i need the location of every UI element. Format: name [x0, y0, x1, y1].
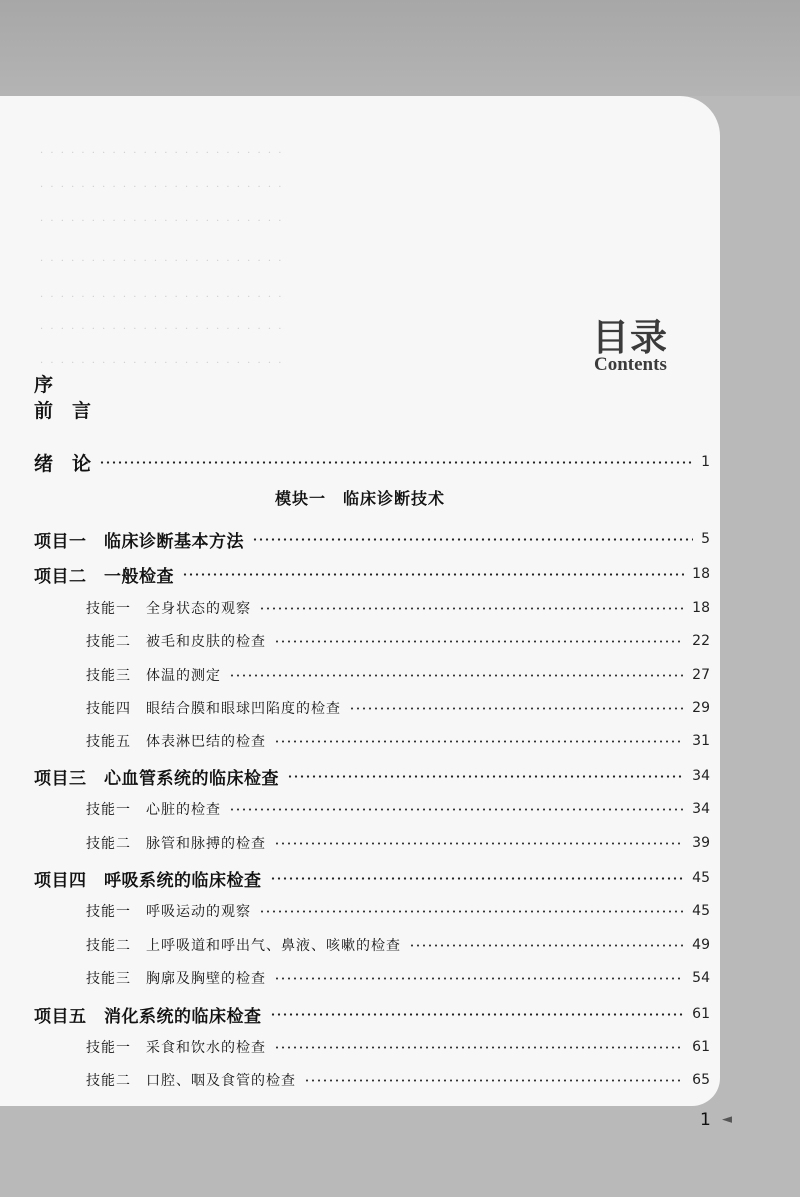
toc-entry-page: 39	[692, 835, 710, 851]
preface-qianyan: 前 言	[34, 400, 92, 422]
toc-entry-page: 31	[692, 733, 710, 749]
dot-leader	[304, 1079, 684, 1082]
preface-xu: 序	[34, 374, 54, 396]
toc-entry-page: 27	[692, 667, 710, 683]
toc-entry-label: 技能四 眼结合膜和眼球凹陷度的检查	[86, 701, 341, 717]
toc-entry-project-3[interactable]	[34, 765, 710, 787]
toc-entry-page: 54	[692, 970, 710, 986]
toc-page: · · · · · · · · · · · · · · · · · · · · · · · · · · · · · · · · · · · · · · · · · · · · · · · · · · · · · · · · · · · · · · · · · · · · · · · · · · · · · · · · · · · · · · · · · · · · · · · · · · · · · · · · · · · · · · · · · · · · · · · · · · · · · · · · · · · · · · · · · · · · · · · · · · · · · · · · · · · · · · · · · · · · · · · · 目录 Contents	[0, 96, 720, 1106]
toc-entry-label: 项目一 临床诊断基本方法	[34, 531, 244, 552]
dot-leader	[409, 944, 684, 947]
toc-entry-intro[interactable]	[34, 451, 710, 473]
toc-entry-page: 34	[692, 801, 710, 817]
dot-leader	[274, 1046, 684, 1049]
module-title: 模块一 临床诊断技术	[274, 489, 445, 508]
toc-entry-skill[interactable]	[86, 631, 710, 651]
toc-entry-skill[interactable]	[86, 1037, 710, 1057]
toc-entry-project-2[interactable]	[34, 563, 710, 585]
toc-entry-skill[interactable]	[86, 968, 710, 988]
dot-leader	[229, 808, 684, 811]
toc-entry-skill[interactable]	[86, 799, 710, 819]
toc-entry-page: 18	[692, 566, 710, 582]
toc-logo-english: Contents	[594, 354, 667, 375]
toc-logo-chinese: 目录	[592, 316, 668, 359]
toc-entry-skill[interactable]	[86, 935, 710, 955]
toc-entry-label: 技能三 体温的测定	[86, 668, 221, 684]
toc-entry-label: 技能二 口腔、咽及食管的检查	[86, 1073, 296, 1089]
toc-entry-label: 项目五 消化系统的临床检查	[34, 1006, 262, 1027]
toc-entry-page: 49	[692, 937, 710, 953]
toc-entry-label: 技能五 体表淋巴结的检查	[86, 734, 266, 750]
toc-entry-label: 技能一 采食和饮水的检查	[86, 1040, 266, 1056]
toc-entry-page: 65	[692, 1072, 710, 1088]
toc-entry-skill[interactable]	[86, 1070, 710, 1090]
dot-leader	[182, 573, 684, 576]
dot-leader	[270, 877, 685, 880]
toc-entry-skill[interactable]	[86, 698, 710, 718]
toc-entry-label: 技能三 胸廓及胸壁的检查	[86, 971, 266, 987]
scan-background	[0, 0, 800, 96]
toc-entry-label: 项目二 一般检查	[34, 566, 174, 587]
toc-entry-project-1[interactable]	[34, 528, 710, 550]
toc-entry-label: 项目三 心血管系统的临床检查	[34, 768, 279, 789]
toc-entry-label: 技能一 全身状态的观察	[86, 601, 251, 617]
dot-leader	[274, 977, 684, 980]
dot-leader	[99, 461, 693, 464]
arrow-left-icon: ◄	[722, 1112, 732, 1127]
toc-entry-page: 1	[701, 454, 710, 470]
toc-entry-skill[interactable]	[86, 833, 710, 853]
toc-entry-skill[interactable]	[86, 665, 710, 685]
toc-entry-label: 技能二 脉管和脉搏的检查	[86, 836, 266, 852]
toc-entry-page: 45	[692, 903, 710, 919]
toc-entry-label: 绪 论	[34, 452, 92, 475]
toc-entry-skill[interactable]	[86, 901, 710, 921]
toc-entry-page: 18	[692, 600, 710, 616]
toc-entry-label: 项目四 呼吸系统的临床检查	[34, 870, 262, 891]
page-number: 1	[700, 1110, 711, 1130]
toc-entry-label: 技能一 呼吸运动的观察	[86, 904, 251, 920]
dot-leader	[274, 640, 684, 643]
toc-entry-project-4[interactable]	[34, 867, 710, 889]
dot-leader	[274, 740, 684, 743]
dot-leader	[259, 607, 684, 610]
toc-entry-skill[interactable]	[86, 598, 710, 618]
toc-entry-label: 技能二 上呼吸道和呼出气、鼻液、咳嗽的检查	[86, 938, 401, 954]
toc-entry-label: 技能二 被毛和皮肤的检查	[86, 634, 266, 650]
toc-entry-page: 34	[692, 768, 710, 784]
dot-leader	[229, 674, 684, 677]
dot-leader	[252, 538, 693, 541]
dot-leader	[259, 910, 684, 913]
toc-entry-page: 5	[701, 531, 710, 547]
toc-entry-project-5[interactable]	[34, 1003, 710, 1025]
toc-entry-label: 技能一 心脏的检查	[86, 802, 221, 818]
dot-leader	[349, 707, 684, 710]
toc-entry-page: 61	[692, 1006, 710, 1022]
toc-entry-page: 45	[692, 870, 710, 886]
dot-leader	[287, 775, 684, 778]
dot-leader	[274, 842, 684, 845]
toc-entry-page: 61	[692, 1039, 710, 1055]
toc-entry-page: 22	[692, 633, 710, 649]
toc-entry-skill[interactable]	[86, 731, 710, 751]
toc-entry-page: 29	[692, 700, 710, 716]
dot-leader	[270, 1013, 685, 1016]
